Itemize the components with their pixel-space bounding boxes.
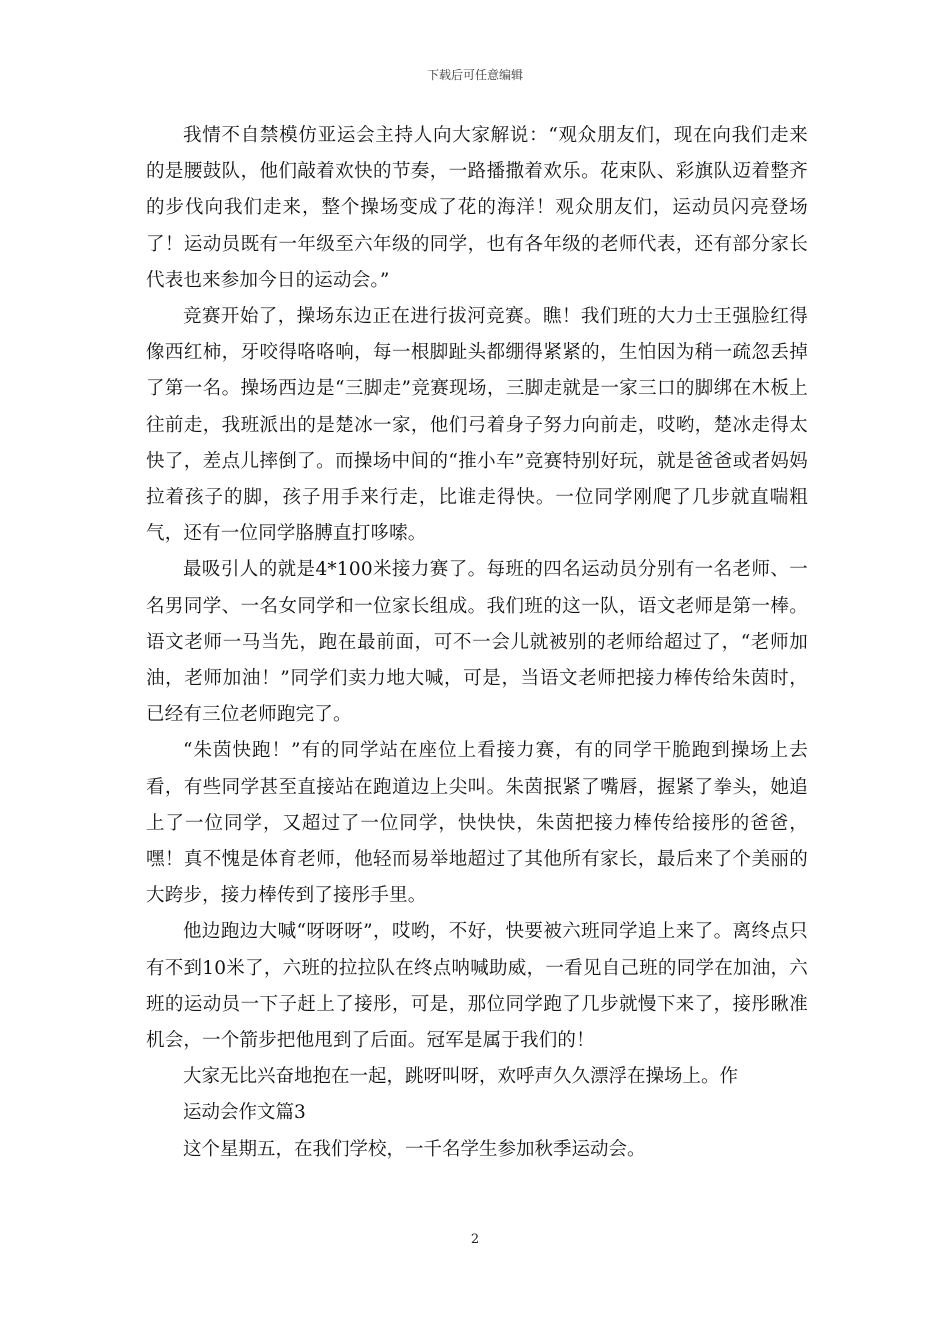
paragraph-relay-middle: “朱茵快跑！”有的同学站在座位上看接力赛，有的同学干脆跑到操场上去看，有些同学甚至直接站在跑道边上尖叫。朱茵抿紧了嘴唇，握紧了拳头，她追上了一位同学，又超过了一位同学，快快快，朱茵把接力棒传给接彤的爸爸，嘿！真不愧是体育老师，他轻而易举地超过了其他所有家长，最后来了个美丽的大跨步，接力棒传到了接彤手里。 [146, 740, 808, 907]
paragraph-competitions: 竞赛开始了，操场东边正在进行拔河竞赛。瞧！我们班的大力士王强脸红得像西红柿，牙咬得咯咯响，每一根脚趾头都绷得紧紧的，生怕因为稍一疏忽丢掉了第一名。操场西边是“三脚走”竞赛现场，三脚走就是一家三口的脚绑在木板上往前走，我班派出的是楚冰一家，他们弓着身子努力向前走，哎哟，楚冰走得太快了，差点儿摔倒了。而操场中间的“推小车”竞赛特别好玩，就是爸爸或者妈妈拉着孩子的脚，孩子用手来行走，比谁走得快。一位同学刚爬了几步就直喘粗气，还有一位同学胳膊直打哆嗦。 [146, 306, 808, 545]
page-header: 下载后可任意编辑 [426, 68, 523, 82]
section-heading: 运动会作文篇3 [183, 1102, 306, 1124]
page-number: 2 [470, 1232, 480, 1247]
paragraph-opening-ceremony: 我情不自禁模仿亚运会主持人向大家解说：“观众朋友们，现在向我们走来的是腰鼓队，他们敲着欢快的节奏，一路播撒着欢乐。花束队、彩旗队迈着整齐的步伐向我们走来，整个操场变成了花的海洋！观众朋友们，运动员闪亮登场了！运动员既有一年级至六年级的同学，也有各年级的老师代表，还有部分家长代表也来参加今日的运动会。” [146, 125, 808, 291]
line-intro: 这个星期五，在我们学校，一千名学生参加秋季运动会。 [183, 1138, 646, 1160]
paragraph-relay-start: 最吸引人的就是4*100米接力赛了。每班的四名运动员分别有一名老师、一名男同学、一名女同学和一位家长组成。我们班的这一队，语文老师是第一棒。语文老师一马当先，跑在最前面，可不一会儿就被别的老师给超过了，“老师加油，老师加油！”同学们卖力地大喊，可是，当语文老师把接力棒传给朱茵时，已经有三位老师跑完了。 [146, 559, 808, 726]
paragraph-relay-finish: 他边跑边大喊“呀呀呀”，哎哟，不好，快要被六班同学追上来了。离终点只有不到10米了，六班的拉拉队在终点呐喊助威，一看见自己班的同学在加油，六班的运动员一下子赶上了接彤，可是，那位同学跑了几步就慢下来了，接彤瞅准机会，一个箭步把他甩到了后面。冠军是属于我们的！ [146, 921, 808, 1052]
document-body [146, 118, 808, 1168]
line-celebration: 大家无比兴奋地抱在一起，跳呀叫呀，欢呼声久久漂浮在操场上。作 [183, 1066, 739, 1088]
